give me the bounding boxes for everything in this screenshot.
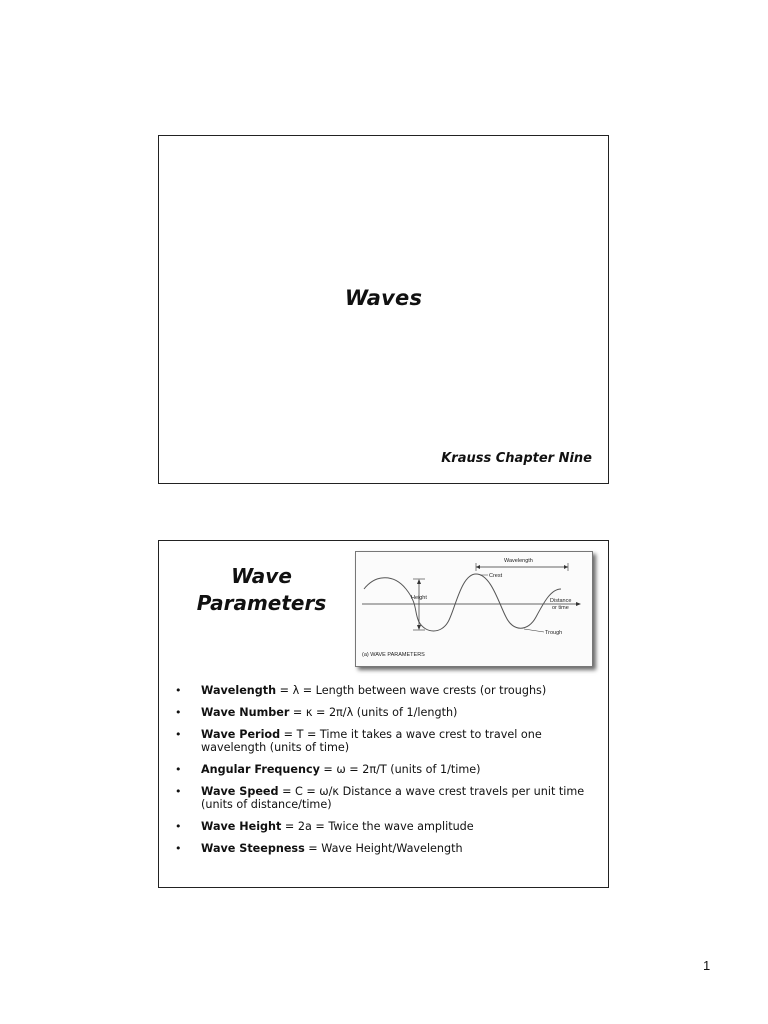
slide-subtitle: Krauss Chapter Nine (441, 451, 592, 466)
term-wavelength: Wavelength (201, 684, 277, 697)
wave-curve (364, 574, 561, 631)
label-or-time: or time (552, 605, 569, 611)
term-wave-height: Wave Height (201, 820, 282, 833)
list-item (173, 706, 593, 719)
definition-wave-speed: = C = ω/κ Distance a wave crest travels per unit time (units of distance/time) (201, 785, 585, 811)
label-trough: Trough (545, 630, 563, 636)
parameter-list (173, 684, 593, 864)
axis-arrow-icon (576, 602, 581, 606)
wavelength-arrow-right-icon (564, 565, 568, 569)
list-item (173, 842, 593, 855)
trough-leader (524, 629, 544, 632)
wave-diagram (356, 552, 592, 666)
definition-wave-number: = κ = 2π/λ (units of 1/length) (289, 706, 458, 719)
list-item (173, 728, 593, 754)
slide-heading (189, 563, 334, 617)
term-angular-frequency: Angular Frequency (201, 763, 320, 776)
term-wave-steepness: Wave Steepness (201, 842, 305, 855)
label-wavelength: Wavelength (504, 558, 533, 564)
bullet-icon: • (175, 728, 182, 741)
label-height: Height (411, 595, 427, 601)
list-item (173, 763, 593, 776)
slide-wave-parameters (158, 540, 609, 888)
definition-wavelength: = λ = Length between wave crests (or troughs) (276, 684, 547, 697)
definition-wave-height: = 2a = Twice the wave amplitude (281, 820, 474, 833)
definition-wave-steepness: = Wave Height/Wavelength (304, 842, 463, 855)
wavelength-arrow-left-icon (476, 565, 480, 569)
label-crest: Crest (489, 573, 503, 579)
term-wave-period: Wave Period (201, 728, 281, 741)
bullet-icon: • (175, 842, 182, 855)
slide-title (158, 135, 609, 484)
list-item (173, 785, 593, 811)
page-number: 1 (703, 958, 711, 973)
label-distance: Distance (550, 598, 572, 604)
definition-angular-frequency: = ω = 2π/T (units of 1/time) (319, 763, 481, 776)
slide-heading-line1: Wave (231, 564, 292, 588)
wave-parameters-figure (355, 551, 593, 667)
slide-title-heading: Waves (344, 286, 423, 310)
bullet-icon: • (175, 706, 182, 719)
height-arrow-up-icon (417, 579, 421, 584)
bullet-icon: • (175, 820, 182, 833)
term-wave-number: Wave Number (201, 706, 290, 719)
list-item (173, 820, 593, 833)
bullet-icon: • (175, 763, 182, 776)
bullet-icon: • (175, 785, 182, 798)
definition-wave-period: = T = Time it takes a wave crest to travel one wavelength (units of time) (201, 728, 542, 754)
list-item (173, 684, 593, 697)
term-wave-speed: Wave Speed (201, 785, 279, 798)
figure-caption: (a) WAVE PARAMETERS (362, 652, 425, 658)
height-arrow-down-icon (417, 625, 421, 630)
slide-heading-line2: Parameters (196, 591, 327, 615)
bullet-icon: • (175, 684, 182, 697)
